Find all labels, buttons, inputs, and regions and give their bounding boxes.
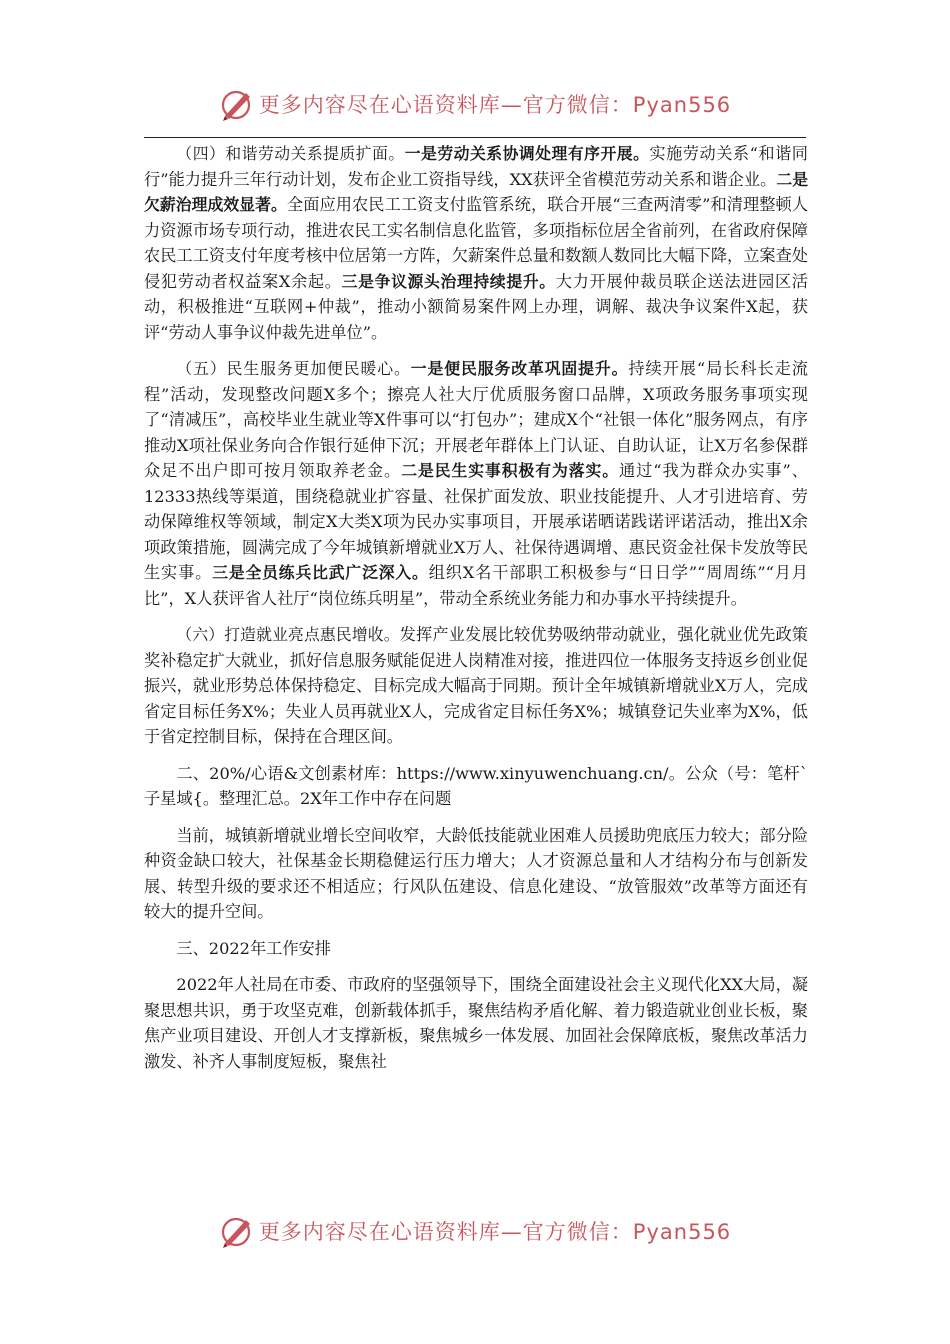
text: 大力开展仲裁员联企送法进园区活动，积极推进“互联网+仲裁”，推动小额简易案件网上办理，调解、裁决争议案件X起，获评“劳动人事争议仲裁先进单位”。 xyxy=(144,271,808,342)
footer-watermark xyxy=(0,1211,950,1251)
watermark-text: 更多内容尽在心语资料库—官方微信：Pyan556 xyxy=(258,1220,732,1244)
paragraph-harmonious-labor xyxy=(144,141,808,345)
watermark-text: 更多内容尽在心语资料库—官方微信：Pyan556 xyxy=(258,93,732,117)
point-2-title: 二是欠薪治理成效显著。 xyxy=(144,169,808,214)
text: 三、2022年工作安排 xyxy=(176,938,331,958)
point-2-title: 二是民生实事积极有为落实。 xyxy=(401,461,620,480)
heading: （六）打造就业亮点惠民增收。 xyxy=(176,625,400,644)
paragraph-employment xyxy=(144,622,808,750)
text: 通过“我为群众办实事”、12333热线等渠道，围绕稳就业扩容量、社保扩面发放、职业技能提升、人才引进培育、劳动保障维权等领域，制定X大类X项为民办实事项目，开展承诺晒诺践诺评诺活动，推出X余项政策措施，圆满完成了今年城镇新增就业X万人、社保待遇调增、惠民资金社保卡发放等民生实事。 xyxy=(144,461,808,582)
heading: （四）和谐劳动关系提质扩面。 xyxy=(176,144,405,163)
header-watermark xyxy=(0,84,950,124)
text: 持续开展“局长科长走流程”活动，发现整改问题X多个；擦亮人社大厅优质服务窗口品牌，X项政务服务事项实现了“清减压”，高校毕业生就业等X件事可以“打包办”；建成X个“社银一体化”服务网点，有序推动X项社保业务向合作银行延伸下沉；开展老年群体上门认证、自助认证，让X万名参保群众足不出户即可按月领取养老金。 xyxy=(144,359,808,480)
pen-logo-icon xyxy=(219,1213,255,1249)
paragraph-problems xyxy=(144,823,808,925)
point-3-title: 三是全员练兵比武广泛深入。 xyxy=(212,563,429,582)
pen-logo-icon xyxy=(219,86,255,122)
point-1-title: 一是劳动关系协调处理有序开展。 xyxy=(404,144,650,163)
text: 2022年人社局在市委、市政府的坚强领导下，围绕全面建设社会主义现代化XX大局，凝聚思想共识，勇于攻坚克难，创新载体抓手，聚焦结构矛盾化解、着力锻造就业创业长板，聚焦产业项目建设、开创人才支撑新板，聚焦城乡一体发展、加固社会保障底板，聚焦改革活力激发、补齐人事制度短板，聚焦社 xyxy=(144,975,808,1071)
paragraph-2022-plan xyxy=(144,972,808,1074)
paragraph-public-service xyxy=(144,356,808,611)
text: 当前，城镇新增就业增长空间收窄，大龄低技能就业困难人员援助兜底压力较大；部分险种资金缺口较大，社保基金长期稳健运行压力增大；人才资源总量和人才结构分布与创新发展、转型升级的要求还不相适应；行风队伍建设、信息化建设、“放管服效”改革等方面还有较大的提升空间。 xyxy=(144,825,808,921)
heading: （五）民生服务更加便民暖心。 xyxy=(176,359,411,378)
point-3-title: 三是争议源头治理持续提升。 xyxy=(341,271,556,291)
text: 二、20%/心语&文创素材库：https://www.xinyuwenchuang.cn/。公众（号：笔杆`子星域{。整理汇总。2X年工作中存在问题 xyxy=(144,763,808,808)
text: 组织X名干部职工积极参与“日日学”“周周练”“月月比”，X人获评省人社厅“岗位练兵明星”，带动全系统业务能力和办事水平持续提升。 xyxy=(144,563,808,608)
document-body xyxy=(144,141,808,1085)
text: 发挥产业发展比较优势吸纳带动就业，强化就业优先政策奖补稳定扩大就业，抓好信息服务赋能促进人岗精准对接，推进四位一体服务支持返乡创业促振兴，就业形势总体保持稳定、目标完成大幅高于同期。预计全年城镇新增就业X万人，完成省定目标任务X%；失业人员再就业X人，完成省定目标任务X%；城镇登记失业率为X%，低于省定控制目标，保持在合理区间。 xyxy=(144,625,808,746)
section-heading-2022-plan xyxy=(144,936,808,962)
text: 全面应用农民工工资支付监管系统，联合开展“三查两清零”和清理整顿人力资源市场专项行动，推进农民工实名制信息化监管，多项指标位居全省前列，在省政府保障农民工工资支付年度考核中位居第一方阵，欠薪案件总量和数额人数同比大幅下降，立案查处侵犯劳动者权益案X余起。 xyxy=(144,195,808,291)
header-rule xyxy=(144,137,806,138)
section-heading-problems xyxy=(144,761,808,812)
text: 实施劳动关系“和谐同行”能力提升三年行动计划，发布企业工资指导线，XX获评全省模范劳动关系和谐企业。 xyxy=(144,144,808,189)
point-1-title: 一是便民服务改革巩固提升。 xyxy=(410,359,629,378)
